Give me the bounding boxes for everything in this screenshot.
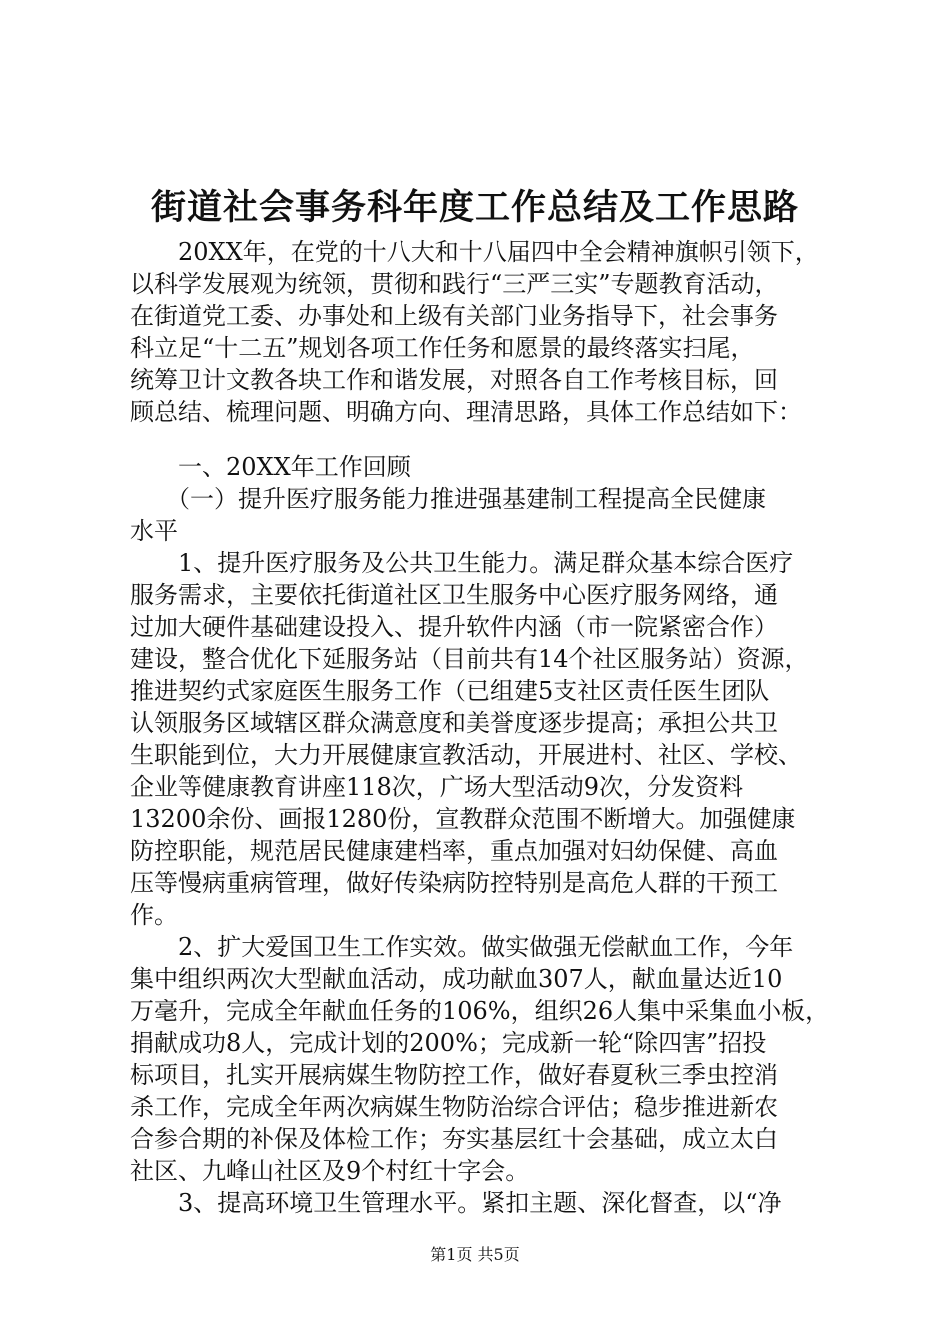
body-line: 杀工作，完成全年两次病媒生物防治综合评估；稳步推进新农: [130, 1093, 778, 1121]
body-line: 集中组织两次大型献血活动，成功献血307人，献血量达近10: [130, 965, 783, 993]
body-line: 企业等健康教育讲座118次，广场大型活动9次，分发资料: [130, 773, 744, 801]
body-line: 推进契约式家庭医生服务工作（已组建5支社区责任医生团队: [130, 677, 770, 705]
body-line: 生职能到位，大力开展健康宣教活动，开展进村、社区、学校、: [130, 741, 802, 769]
body-line: 科立足“十二五”规划各项工作任务和愿景的最终落实扫尾，: [130, 334, 755, 362]
body-line: 以科学发展观为统领，贯彻和践行“三严三实”专题教育活动，: [130, 270, 779, 298]
body-line: 1、提升医疗服务及公共卫生能力。满足群众基本综合医疗: [178, 549, 794, 577]
body-line: 3、提高环境卫生管理水平。紧扣主题、深化督查，以“净: [178, 1189, 782, 1217]
body-line: 压等慢病重病管理，做好传染病防控特别是高危人群的干预工: [130, 869, 778, 897]
body-line: 合参合期的补保及体检工作；夯实基层红十会基础，成立太白: [130, 1125, 778, 1153]
body-line: 建设，整合优化下延服务站（目前共有14个社区服务站）资源，: [130, 645, 809, 673]
body-line: 2、扩大爱国卫生工作实效。做实做强无偿献血工作，今年: [178, 933, 794, 961]
body-line: 13200余份、画报1280份，宣教群众范围不断增大。加强健康: [130, 805, 796, 833]
section-heading: 一、20XX年工作回顾: [178, 453, 411, 481]
body-line: 在街道党工委、办事处和上级有关部门业务指导下，社会事务: [130, 302, 778, 330]
body-line: 万毫升，完成全年献血任务的106%，组织26人集中采集血小板，: [130, 997, 830, 1025]
body-line: 捐献成功8人，完成计划的200%；完成新一轮“除四害”招投: [130, 1029, 767, 1057]
body-line: 过加大硬件基础建设投入、提升软件内涵（市一院紧密合作）: [130, 613, 778, 641]
body-line: 作。: [130, 901, 178, 929]
page-footer: 第1页 共5页: [430, 1245, 520, 1264]
body-line: 顾总结、梳理问题、明确方向、理清思路，具体工作总结如下：: [130, 398, 802, 426]
document-title: 街道社会事务科年度工作总结及工作思路: [150, 187, 799, 228]
body-line: 认领服务区域辖区群众满意度和美誉度逐步提高；承担公共卫: [130, 709, 778, 737]
body-line: 服务需求，主要依托街道社区卫生服务中心医疗服务网络，通: [130, 581, 778, 609]
body-line: 防控职能，规范居民健康建档率，重点加强对妇幼保健、高血: [130, 837, 778, 865]
body-line: 统筹卫计文教各块工作和谐发展，对照各自工作考核目标，回: [130, 366, 778, 394]
body-line: 社区、九峰山社区及9个村红十字会。: [130, 1157, 530, 1185]
subsection-heading-cont: 水平: [130, 517, 178, 545]
body-line: 标项目，扎实开展病媒生物防控工作，做好春夏秋三季虫控消: [130, 1061, 778, 1089]
body-line: 20XX年，在党的十八大和十八届四中全会精神旗帜引领下，: [178, 238, 819, 266]
subsection-heading: （一）提升医疗服务能力推进强基建制工程提高全民健康: [166, 485, 766, 513]
